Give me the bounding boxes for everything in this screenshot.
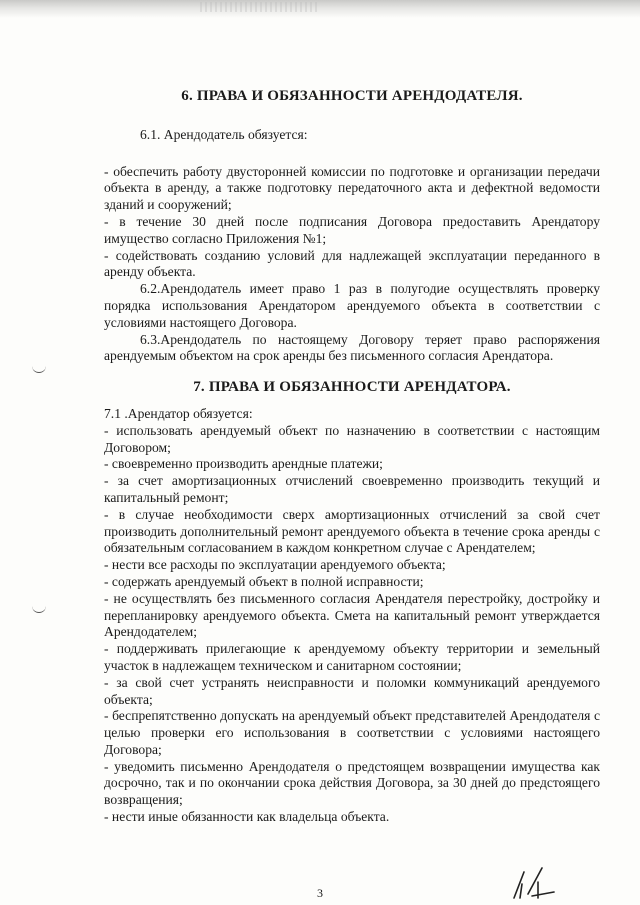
scan-edge (0, 0, 640, 18)
list-item: - не осуществлять без письменного согласия Арендателя перестройку, достройку и перепланировку арендуемого объекта. Смета на капитальный ремонт утверждается Арендодателем; (104, 590, 600, 640)
list-item: - нести все расходы по эксплуатации арендуемого объекта; (104, 557, 446, 573)
list-item: - своевременно производить арендные платежи; (104, 456, 383, 472)
list-item: - нести иные обязанности как владельца объекта. (104, 809, 390, 825)
document-body (104, 88, 600, 826)
page-number: 3 (317, 886, 323, 900)
list-item: - обеспечить работу двусторонней комиссии по подготовке и организации передачи объекта в аренду, а также подготовку передаточного акта и дефектной ведомости зданий и сооружений; (104, 163, 600, 213)
punch-hole-mark (32, 362, 46, 373)
list-item: - в течение 30 дней после подписания Договора предоставить Арендатору имущество согласно Приложения №1; (104, 213, 600, 246)
section-6-heading: 6. ПРАВА И ОБЯЗАННОСТИ АРЕНДОДАТЕЛЯ. (181, 88, 523, 104)
section-7-heading: 7. ПРАВА И ОБЯЗАННОСТИ АРЕНДАТОРА. (193, 379, 511, 396)
list-item: - использовать арендуемый объект по назначению в соответствии с настоящим Договором; (104, 422, 600, 455)
clause-6-2: 6.2.Арендодатель имеет право 1 раз в полугодие осуществлять проверку порядка использования Арендатором арендуемого объекта в соответствии с условиями настоящего Договора. (104, 281, 600, 330)
section-7-list (104, 423, 600, 826)
list-item: - поддерживать прилегающие к арендуемому объекту территории и земельный участок в надлежащем техническом и санитарном состоянии; (104, 641, 600, 673)
clause-7-1: 7.1 .Арендатор обязуется: (104, 405, 253, 421)
clause-6-1: 6.1. Арендодатель обязуется: (140, 126, 308, 142)
signature-initials (508, 864, 558, 900)
list-item: - уведомить письменно Арендодателя о предстоящем возвращении имущества как досрочно, так и по окончании срока действия Договора, за 30 дней до предстоящего возвращения; (104, 758, 600, 808)
list-item: - в случае необходимости сверх амортизационных отчислений за свой счет производить дополнительный ремонт арендуемого объекта в течение срока аренды с обязательным согласованием в каждом конкретном случае с Арендателем; (104, 506, 600, 556)
list-item: - содействовать созданию условий для надлежащей эксплуатации переданного в аренду объекта. (104, 247, 600, 280)
list-item: - за счет амортизационных отчислений своевременно производить текущий и капитальный ремонт; (104, 473, 600, 505)
list-item: - беспрепятственно допускать на арендуемый объект представителей Арендодателя с целью проверки его использования в соответствии с условиями настоящего Договора; (104, 708, 600, 757)
clause-6-3: 6.3.Арендодатель по настоящему Договору теряет право распоряжения арендуемым объектом на срок аренды без письменного согласия Арендатора. (104, 331, 600, 364)
scan-artifact (200, 2, 320, 12)
punch-hole-mark (32, 602, 46, 613)
list-item: - содержать арендуемый объект в полной исправности; (104, 573, 424, 589)
list-item: - за свой счет устранять неисправности и поломки коммуникаций арендуемого объекта; (104, 674, 600, 707)
section-6-list (104, 164, 600, 282)
